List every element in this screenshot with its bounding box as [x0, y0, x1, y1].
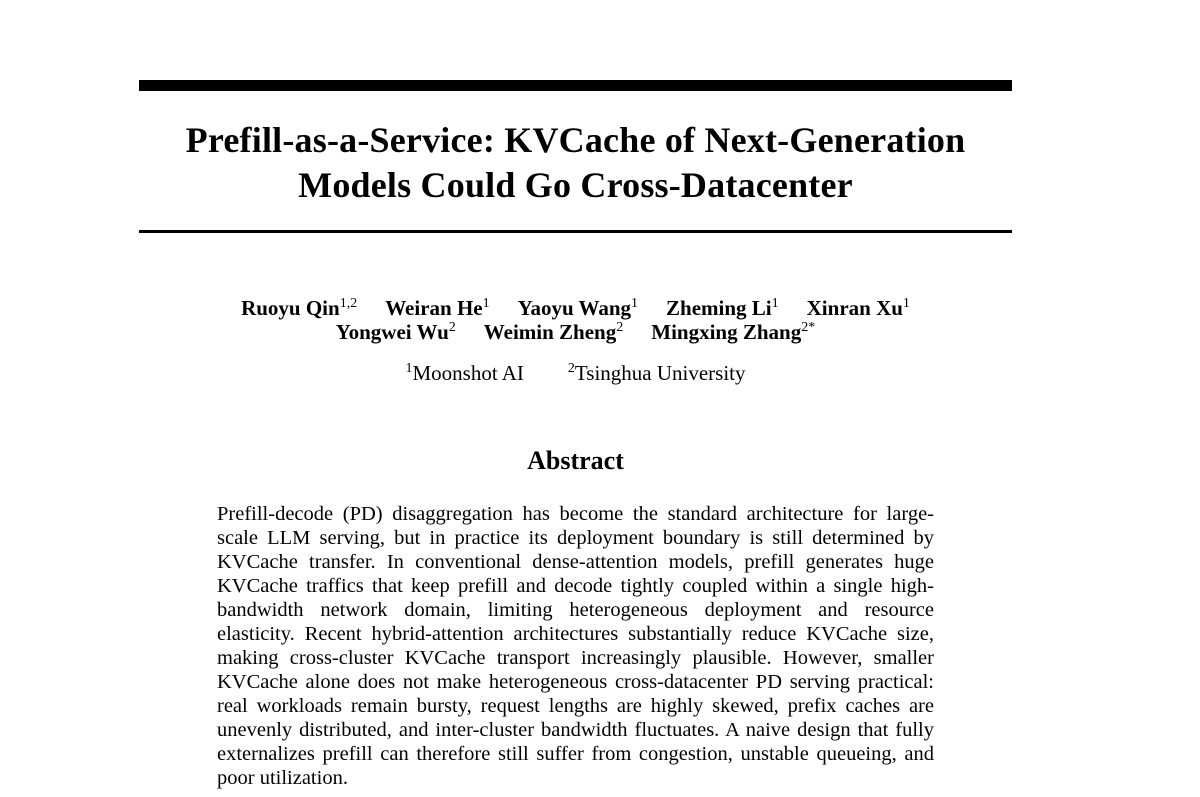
- paper-title-line-1: Prefill-as-a-Service: KVCache of Next-Generation: [185, 120, 966, 160]
- author-name: Mingxing Zhang: [651, 320, 802, 344]
- author-name: Ruoyu Qin: [241, 296, 340, 320]
- author-row-1: [139, 296, 1012, 320]
- author-name: Yaoyu Wang: [517, 296, 632, 320]
- author-xinran-xu: [807, 296, 910, 320]
- author-weimin-zheng: [484, 320, 623, 344]
- affiliation-line: [139, 361, 1012, 385]
- paper-title: [139, 118, 1012, 208]
- author-name: Xinran Xu: [806, 296, 903, 320]
- title-rule: [139, 230, 1012, 233]
- affiliation-superscript: 1: [405, 361, 413, 376]
- author-row-2: [139, 320, 1012, 344]
- paper-page: [139, 0, 1012, 797]
- author-yongwei-wu: [336, 320, 456, 344]
- author-mingxing-zhang: [651, 320, 815, 344]
- author-name: Weiran He: [385, 296, 483, 320]
- author-affil-superscript: 1: [631, 296, 639, 311]
- affiliation-moonshot-ai: [405, 361, 523, 385]
- author-name: Weimin Zheng: [483, 320, 617, 344]
- author-affil-superscript: 1: [771, 296, 779, 311]
- author-name: Yongwei Wu: [335, 320, 449, 344]
- affiliation-name: Tsinghua University: [574, 361, 746, 385]
- author-yaoyu-wang: [518, 296, 638, 320]
- author-affil-superscript: 1,2: [339, 296, 358, 311]
- affiliation-tsinghua-university: [568, 361, 746, 385]
- abstract-heading: Abstract: [527, 446, 624, 475]
- author-affil-superscript: 1: [902, 296, 910, 311]
- author-ruoyu-qin: [241, 296, 357, 320]
- affiliation-superscript: 2: [567, 361, 575, 376]
- author-affil-superscript: 2: [448, 320, 456, 335]
- author-affil-superscript: 2*: [801, 320, 816, 335]
- author-zheming-li: [666, 296, 779, 320]
- author-affil-superscript: 1: [482, 296, 490, 311]
- author-weiran-he: [385, 296, 489, 320]
- paper-title-line-2: Models Could Go Cross-Datacenter: [298, 165, 853, 205]
- author-block: [139, 296, 1012, 344]
- author-affil-superscript: 2: [616, 320, 624, 335]
- top-rule: [139, 80, 1012, 91]
- abstract-text: Prefill-decode (PD) disaggregation has become the standard architecture for large-scale LLM serving, but in practice its deployment boundary is still determined by KVCache transfer. In conventional dense-attention models, prefill generates huge KVCache traffics that keep prefill and decode tightly coupled within a single high-bandwidth network domain, limiting heterogeneous deployment and resource elasticity. Recent hybrid-attention architectures substantially reduce KVCache size, making cross-cluster KVCache transport increasingly plausible. However, smaller KVCache alone does not make heterogeneous cross-datacenter PD serving practical: real workloads remain bursty, request lengths are highly skewed, prefix caches are unevenly distributed, and inter-cluster bandwidth fluctuates. A naive design that fully externalizes prefill can therefore still suffer from congestion, unstable queueing, and poor utilization.: [217, 503, 934, 789]
- author-name: Zheming Li: [666, 296, 772, 320]
- affiliation-name: Moonshot AI: [412, 361, 524, 385]
